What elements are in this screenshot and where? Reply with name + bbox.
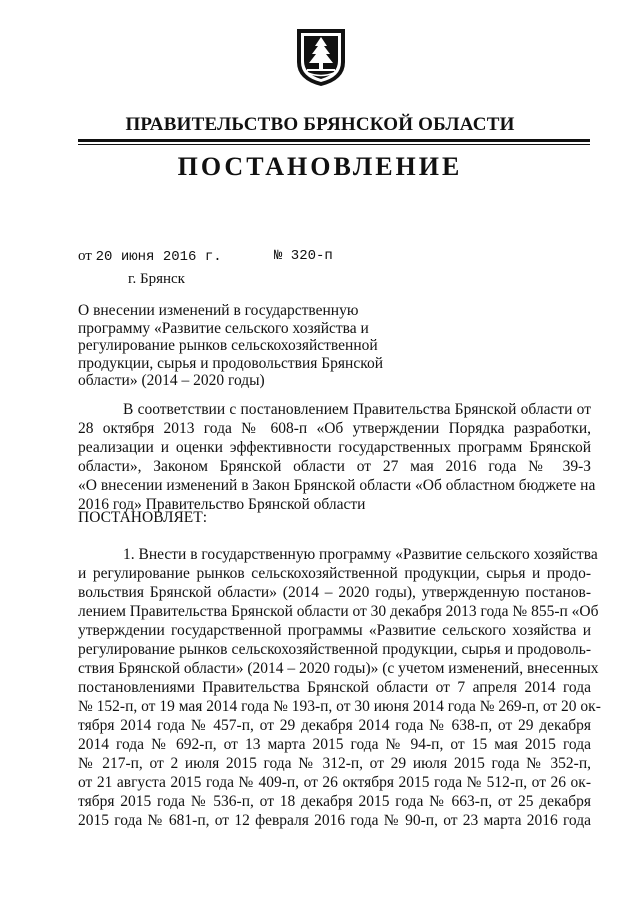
preamble-paragraph bbox=[78, 400, 596, 514]
text-line: лением Правительства Брянской области от 30 декабря 2013 года № 855-п «Об bbox=[78, 603, 599, 620]
document-number: № 320-п bbox=[274, 248, 333, 264]
subject-line: регулирование рынков сельскохозяйственной bbox=[78, 337, 378, 354]
header-rule-thin bbox=[78, 144, 590, 145]
text-line: утверждении государственной программы «Развитие сельского хозяйства и bbox=[78, 622, 591, 639]
subject-line: области» (2014 – 2020 годы) bbox=[78, 372, 265, 389]
text-line: постановлениями Правительства Брянской области от 7 апреля 2014 года bbox=[78, 679, 591, 696]
text-line: тября 2014 года № 457-п, от 29 декабря 2014 года № 638-п, от 29 декабря bbox=[78, 717, 591, 734]
text-line: вольствия Брянской области» (2014 – 2020 годы), утвержденную постанов- bbox=[78, 584, 591, 601]
text-line: тября 2015 года № 536-п, от 18 декабря 2015 года № 663-п, от 25 декабря bbox=[78, 793, 591, 810]
resolves-text: ПОСТАНОВЛЯЕТ: bbox=[78, 509, 208, 526]
header-rule-thick bbox=[78, 139, 590, 142]
item-1-paragraph bbox=[78, 545, 601, 830]
resolves-heading bbox=[78, 508, 591, 527]
subject-line: О внесении изменений в государственную bbox=[78, 302, 359, 319]
text-line: № 217-п, от 2 июля 2015 года № 312-п, от 29 июля 2015 года № 352-п, bbox=[78, 755, 591, 772]
text-line: 28 октября 2013 года № 608-п «Об утверждении Порядка разработки, bbox=[78, 420, 591, 437]
text-line: В соответствии с постановлением Правительства Брянской области от bbox=[123, 401, 591, 418]
text-line: № 152-п, от 19 мая 2014 года № 193-п, от 30 июня 2014 года № 269-п, от 20 ок- bbox=[78, 698, 601, 715]
document-city: г. Брянск bbox=[128, 271, 185, 287]
subject-line: программу «Развитие сельского хозяйства и bbox=[78, 319, 369, 337]
text-line: 2015 года № 681-п, от 12 февраля 2016 года № 90-п, от 23 марта 2016 года bbox=[78, 812, 591, 829]
date-line bbox=[78, 248, 222, 265]
text-line: 2014 года № 692-п, от 13 марта 2015 года № 94-п, от 15 мая 2015 года bbox=[78, 736, 591, 753]
text-line: регулирование рынков сельскохозяйственной продукции, сырья и продоволь- bbox=[78, 641, 591, 658]
document-subject bbox=[78, 302, 398, 390]
government-title: ПРАВИТЕЛЬСТВО БРЯНСКОЙ ОБЛАСТИ bbox=[125, 114, 515, 135]
document-date: 20 июня 2016 г. bbox=[95, 249, 222, 265]
text-line: ствия Брянской области» (2014 – 2020 годы)» (с учетом изменений, внесенных bbox=[78, 660, 599, 677]
text-line: от 21 августа 2015 года № 409-п, от 26 октября 2015 года № 512-п, от 26 ок- bbox=[78, 774, 591, 791]
text-line: и регулирование рынков сельскохозяйственной продукции, сырья и продо- bbox=[78, 565, 591, 582]
text-line: 1. Внести в государственную программу «Развитие сельского хозяйства bbox=[123, 546, 598, 563]
text-line: 2016 год» Правительство Брянской области bbox=[78, 496, 366, 513]
text-line: области», Законом Брянской области от 27 мая 2016 года № 39-З bbox=[78, 458, 591, 475]
subject-line: продукции, сырья и продовольствия Брянской bbox=[78, 354, 383, 372]
text-line: реализации и оценки эффективности государственных программ Брянской bbox=[78, 439, 591, 456]
document-type-title: ПОСТАНОВЛЕНИЕ bbox=[177, 152, 463, 181]
text-line: «О внесении изменений в Закон Брянской области «Об областном бюджете на bbox=[78, 477, 596, 494]
date-prefix: от bbox=[78, 248, 92, 264]
bryansk-oblast-coat-of-arms-icon bbox=[294, 26, 348, 88]
